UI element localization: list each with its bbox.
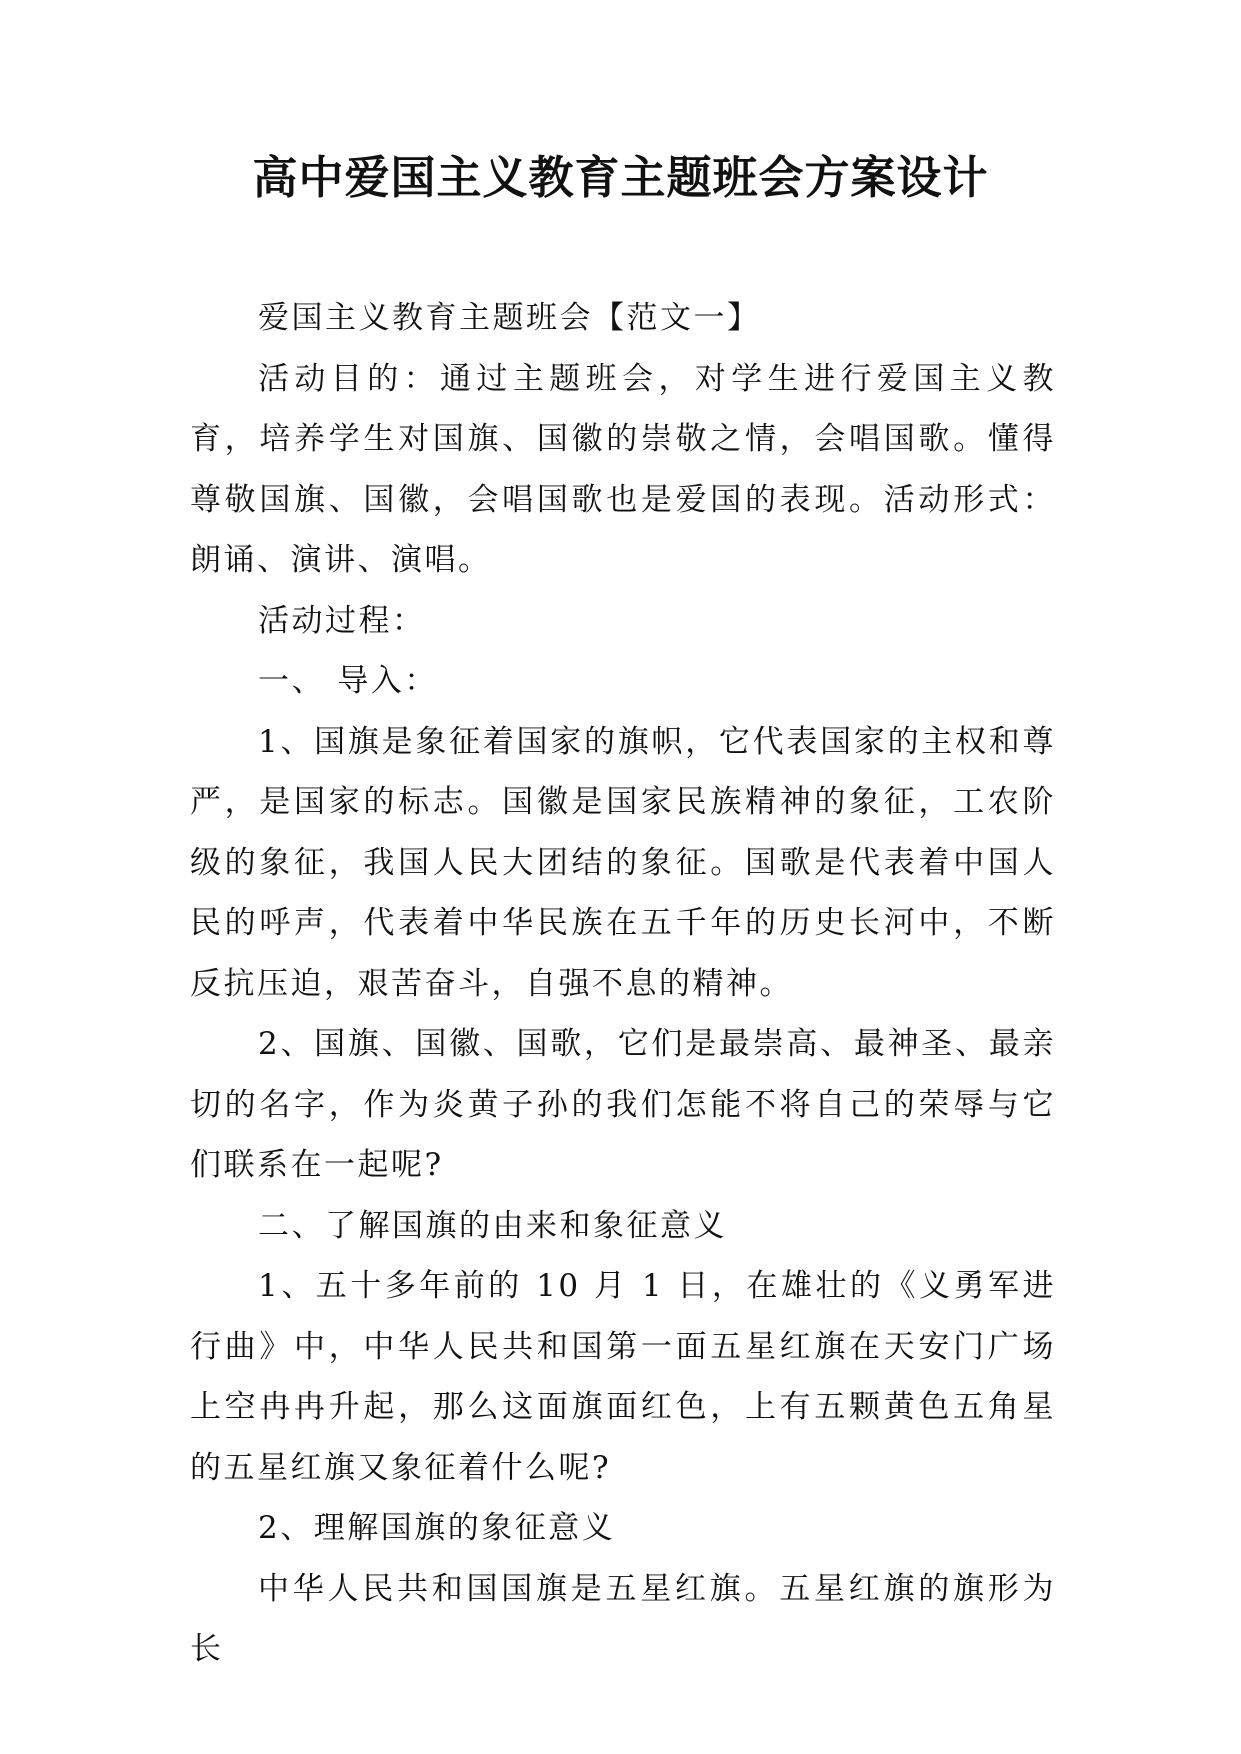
- paragraph-flag-symbolism-heading: 2、理解国旗的象征意义: [258, 1510, 616, 1546]
- paragraph-activity-process: 活动过程：: [258, 602, 426, 639]
- paragraph-national-symbols: 2、国旗、国徽、国歌，它们是最崇高、最神圣、最亲切的名字，作为炎黄子孙的我们怎能不将自己的荣辱与它们联系在一起呢?: [190, 1026, 1056, 1183]
- paragraph-activity-purpose: 活动目的：通过主题班会，对学生进行爱国主义教育，培养学生对国旗、国徽的崇敬之情，会唱国歌。懂得尊敬国旗、国徽，会唱国歌也是爱国的表现。活动形式：朗诵、演讲、演唱。: [190, 360, 1056, 578]
- document-body: [190, 288, 1056, 1680]
- paragraph-section-introduction: 一、 导入：: [258, 663, 438, 699]
- paragraph-section-flag-origin: 二、了解国旗的由来和象征意义: [258, 1207, 727, 1244]
- paragraph-sample-heading: 爱国主义教育主题班会【范文一】: [258, 300, 761, 336]
- paragraph-first-flag: 1、五十多年前的 10 月 1 日，在雄壮的《义勇军进行曲》中，中华人民共和国第一面五星红旗在天安门广场上空冉冉升起，那么这面旗面红色，上有五颗黄色五角星的五星红旗又象征着什么呢?: [190, 1268, 1056, 1486]
- document-title: 高中爱国主义教育主题班会方案设计: [252, 151, 989, 204]
- paragraph-flag-description: 中华人民共和国国旗是五星红旗。五星红旗的旗形为长: [190, 1570, 1056, 1667]
- paragraph-flag-meaning: 1、国旗是象征着国家的旗帜，它代表国家的主权和尊严，是国家的标志。国徽是国家民族精神的象征，工农阶级的象征，我国人民大团结的象征。国歌是代表着中国人民的呼声，代表着中华民族在五千年的历史长河中，不断反抗压迫，艰苦奋斗，自强不息的精神。: [190, 723, 1056, 1002]
